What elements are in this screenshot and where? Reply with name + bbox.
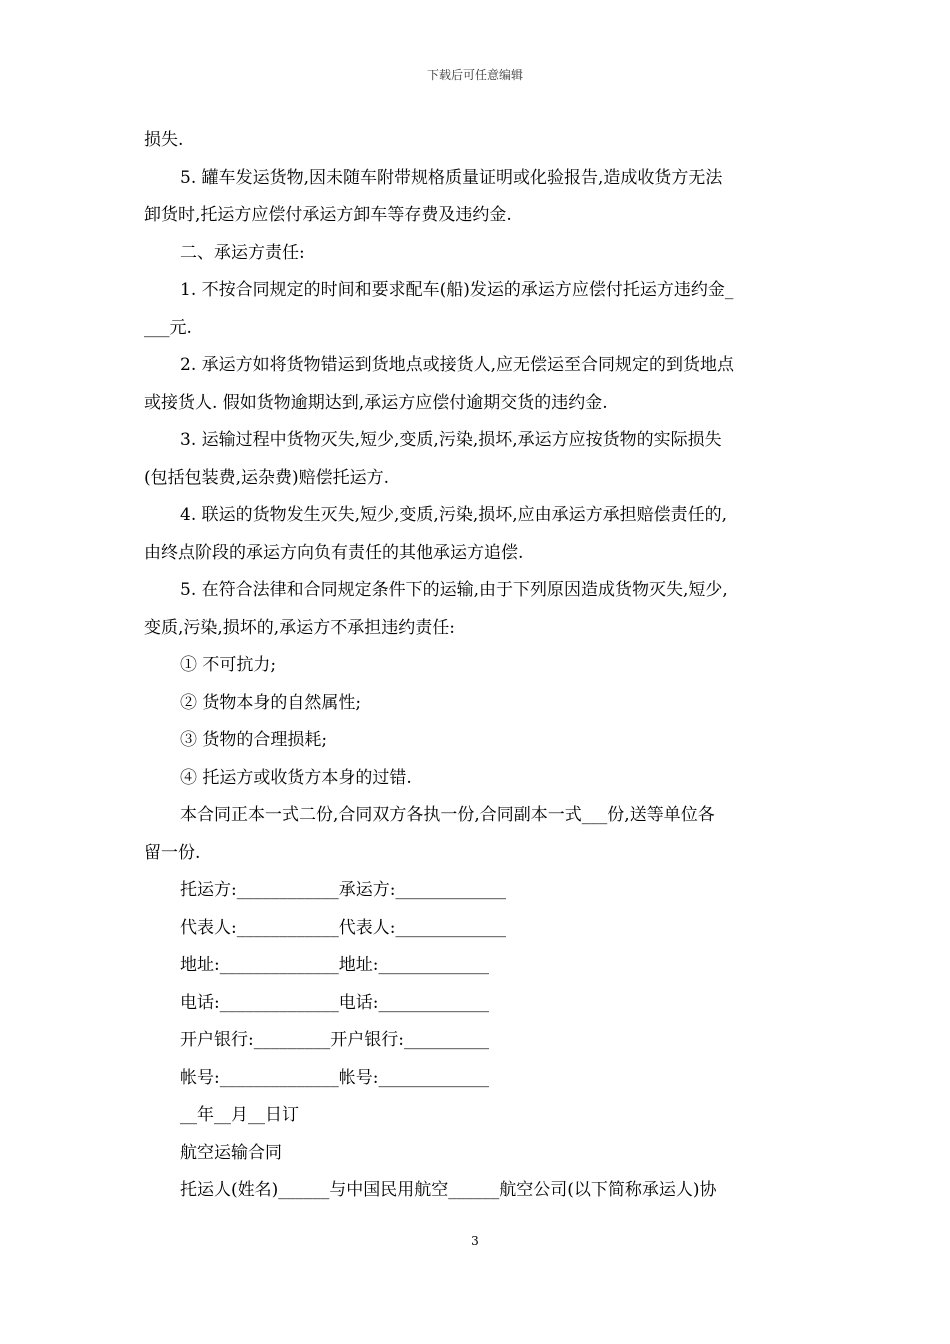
list-item: ③ 货物的合理损耗; [180, 730, 328, 750]
signature-field-row: 代表人:____________代表人:_____________ [180, 917, 506, 938]
signature-field-row: 电话:______________电话:_____________ [180, 992, 489, 1013]
list-item: ④ 托运方或收货方本身的过错. [180, 767, 412, 788]
date-line: __年__月__日订 [180, 1105, 299, 1125]
section-heading: 二、承运方责任: [180, 242, 305, 263]
list-item: ② 货物本身的自然属性; [180, 692, 362, 713]
text-line: 4. 联运的货物发生灭失,短少,变质,污染,损坏,应由承运方承担赔偿责任的, [180, 505, 728, 525]
text-line: 由终点阶段的承运方向负有责任的其他承运方追偿. [144, 542, 524, 563]
text-line: ___元. [144, 317, 192, 338]
text-line: 卸货时,托运方应偿付承运方卸车等存费及违约金. [144, 205, 512, 225]
text-line: 本合同正本一式二份,合同双方各执一份,合同副本一式___份,送等单位各 [180, 805, 715, 825]
signature-field-row: 托运方:____________承运方:_____________ [180, 880, 506, 900]
signature-field-row: 地址:______________地址:_____________ [180, 955, 489, 975]
text-line: (包括包装费,运杂费)赔偿托运方. [144, 467, 390, 488]
text-line: 托运人(姓名)______与中国民用航空______航空公司(以下简称承运人)协 [180, 1180, 717, 1200]
section-title: 航空运输合同 [180, 1142, 282, 1163]
text-line: 1. 不按合同规定的时间和要求配车(船)发运的承运方应偿付托运方违约金_ [180, 280, 734, 300]
signature-field-row: 帐号:______________帐号:_____________ [180, 1067, 489, 1088]
document-body [144, 122, 812, 1210]
text-line: 留一份. [144, 842, 201, 863]
text-line: 2. 承运方如将货物错运到货地点或接货人,应无偿运至合同规定的到货地点 [180, 355, 735, 375]
text-line: 5. 罐车发运货物,因未随车附带规格质量证明或化验报告,造成收货方无法 [180, 167, 723, 188]
signature-field-row: 开户银行:_________开户银行:__________ [180, 1030, 489, 1050]
text-line: 5. 在符合法律和合同规定条件下的运输,由于下列原因造成货物灭失,短少, [180, 580, 728, 600]
page-header: 下载后可任意编辑 [426, 68, 523, 82]
list-item: ① 不可抗力; [180, 655, 277, 675]
text-line: 损失. [144, 130, 184, 150]
text-line: 或接货人. 假如货物逾期达到,承运方应偿付逾期交货的违约金. [144, 392, 608, 413]
text-line: 3. 运输过程中货物灭失,短少,变质,污染,损坏,承运方应按货物的实际损失 [180, 430, 722, 450]
page-number: 3 [471, 1234, 479, 1248]
text-line: 变质,污染,损坏的,承运方不承担违约责任: [144, 617, 455, 638]
